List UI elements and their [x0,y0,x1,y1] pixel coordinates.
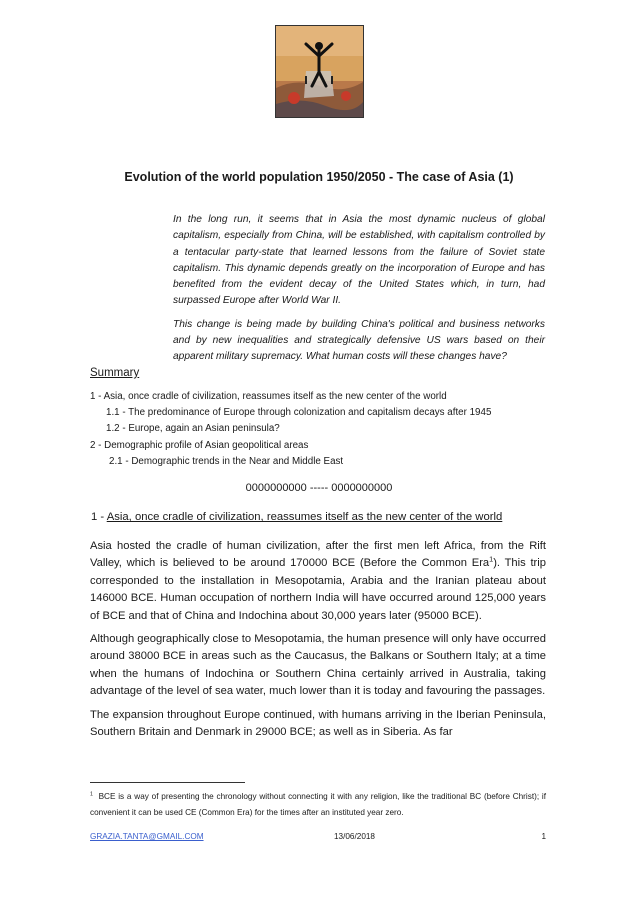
page-number: 1 [541,832,546,841]
body-text-segment: Asia hosted the cradle of human civilization, after the first men left Africa, from the Rift Valley, which is believed to be around 170000 BCE (Before the Common Era [90,540,546,570]
footnote [90,789,546,820]
toc-item: 2.1 - Demographic trends in the Near and Middle East [109,455,344,467]
section-separator: 0000000000 ----- 0000000000 [245,482,393,494]
section-number: 1 - [91,511,107,523]
footnote-number: 1 [90,791,93,798]
body-paragraph [90,538,546,625]
intro-paragraph: In the long run, it seems that in Asia the most dynamic nucleus of global capitalism, especially from China, will be established, with capitalism controlled by a tentacular party-state that learned lessons from the failure of Soviet state capitalism. This dynamic depends greatly on the incorporation of Europe and has benefited from the evident decay of the United States which, in turn, had surpassed Europe after World War II. [173,214,545,307]
summary-heading: Summary [90,367,140,379]
section-heading [91,511,502,523]
toc-item: 1.1 - The predominance of Europe through colonization and capitalism decays after 1945 [106,407,492,419]
toc-item: 1.2 - Europe, again an Asian peninsula? [106,423,280,435]
intro-abstract [173,212,545,373]
table-of-contents [90,389,491,470]
toc-item: 2 - Demographic profile of Asian geopolitical areas [90,439,309,451]
toc-item: 1 - Asia, once cradle of civilization, reassumes itself as the new center of the world [90,391,447,402]
cave-painting-figure-icon [275,25,364,118]
body-paragraph: The expansion throughout Europe continued, with humans arriving in the Iberian Peninsula, Southern Britain and Denmark in 29000 BCE; as well as in Siberia. As far [90,708,546,739]
footer-email-link[interactable]: GRAZIA.TANTA@GMAIL.COM [90,832,204,841]
body-paragraph: Although geographically close to Mesopotamia, the human presence will only have occurred around 38000 BCE in areas such as the Caucasus, the Balkans or Southern Italy; at a time when the humans of Indochina or Southern China certainly arrived in Australia, taking advantage of the level of sea water, much lower than it is today and favouring the passages. [90,633,546,698]
document-title: Evolution of the world population 1950/2050 - The case of Asia (1) [124,170,514,184]
body-text-segment: ). This trip corresponded to the installation in Mesopotamia, Arabia and the Iranian plateau about 146000 BCE. Human occupation of northern India will have occurred around 125,000 years of BCE and that of China and Indochina about 30,000 years later (95000 BCE). [90,557,546,622]
footnote-text: BCE is a way of presenting the chronology without connecting it with any religion, like the traditional BC (before Christ); if convenient it can be used CE (Common Era) for the times after an instituted year zero. [90,792,546,817]
footer-date: 13/06/2018 [334,832,375,841]
footnote-divider [90,782,245,783]
body-text [90,538,546,747]
section-title: Asia, once cradle of civilization, reassumes itself as the new center of the world [106,511,503,523]
intro-paragraph: This change is being made by building China's political and business networks and by new inequalities and strategically defensive US wars based on their apparent military supremacy. What human costs will these changes have? [173,318,545,363]
footnote-reference[interactable]: 1 [489,554,494,564]
